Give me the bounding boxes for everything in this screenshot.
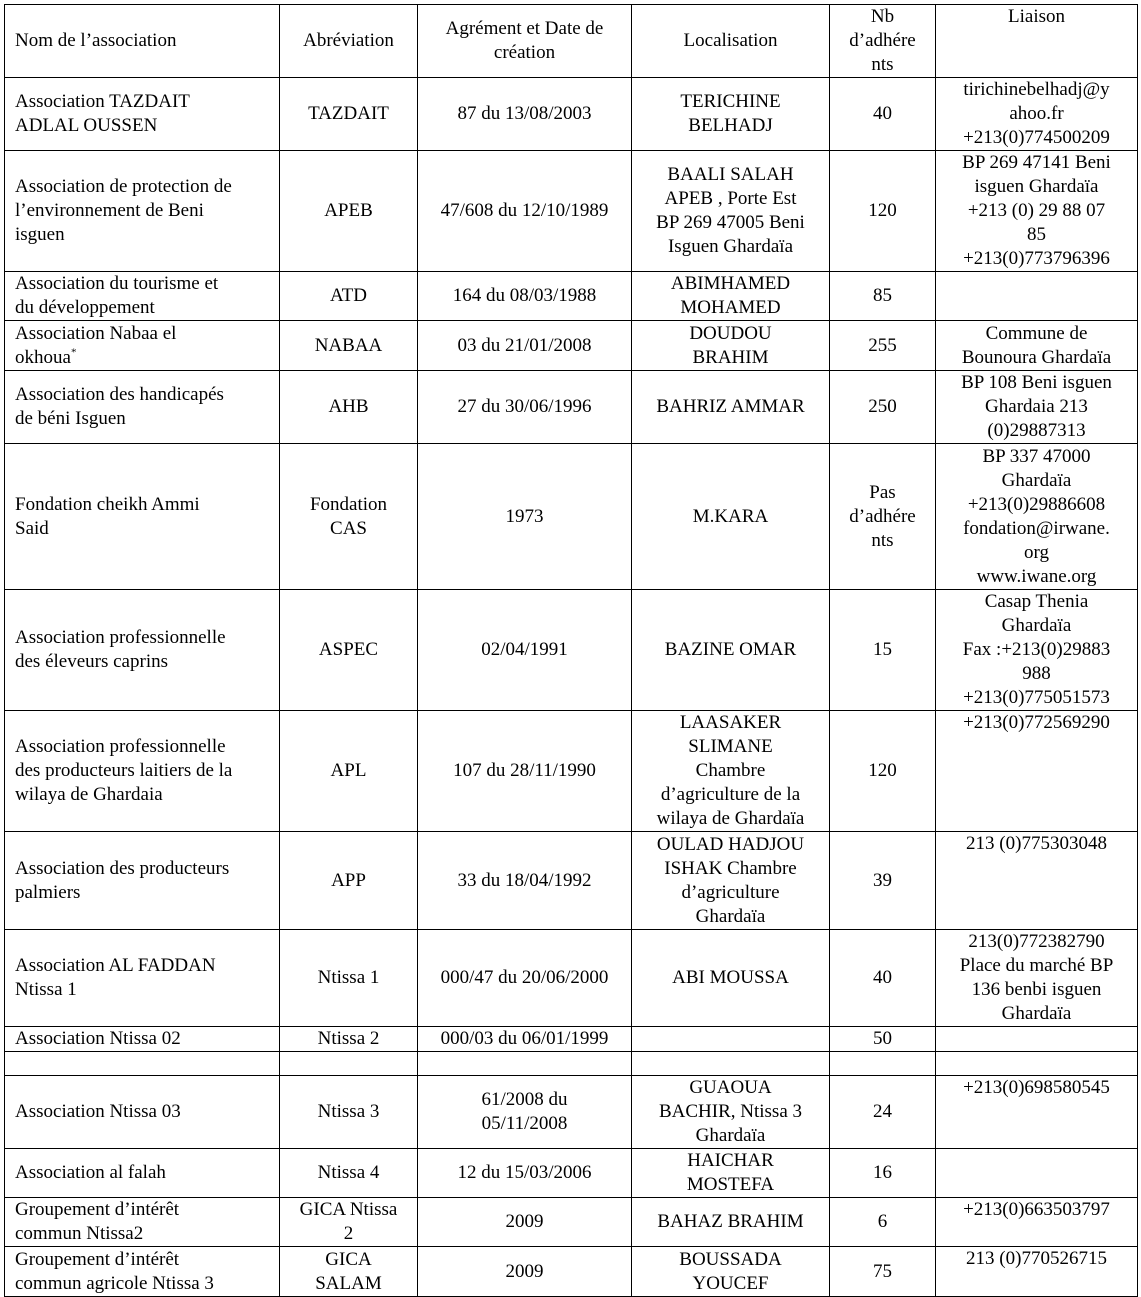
cell-localisation <box>632 1052 830 1076</box>
cell-name: Association TAZDAIT ADLAL OUSSEN <box>5 78 280 151</box>
cell-adherents: 250 <box>830 371 936 444</box>
cell-liaison: BP 108 Beni isguen Ghardaia 213 (0)29887313 <box>936 371 1138 444</box>
table-row <box>5 371 1138 444</box>
cell-abbr: NABAA <box>280 321 418 371</box>
cell-liaison: Casap Thenia Ghardaïa Fax :+213(0)29883 988 +213(0)775051573 <box>936 590 1138 711</box>
table-row <box>5 832 1138 930</box>
cell-adherents: 6 <box>830 1198 936 1247</box>
cell-agrement: 1973 <box>418 444 632 590</box>
cell-name: Association Nabaa el okhoua* <box>5 321 280 371</box>
cell-agrement: 02/04/1991 <box>418 590 632 711</box>
cell-agrement: 000/47 du 20/06/2000 <box>418 930 632 1027</box>
cell-name: Association professionnelle des éleveurs caprins <box>5 590 280 711</box>
cell-name: Association Ntissa 03 <box>5 1076 280 1149</box>
cell-name: Association AL FADDAN Ntissa 1 <box>5 930 280 1027</box>
associations-table-container <box>4 4 1137 1297</box>
cell-localisation: TERICHINE BELHADJ <box>632 78 830 151</box>
cell-adherents: 39 <box>830 832 936 930</box>
table-row <box>5 78 1138 151</box>
cell-adherents: 50 <box>830 1027 936 1052</box>
cell-localisation <box>632 1027 830 1052</box>
cell-adherents: 75 <box>830 1247 936 1297</box>
cell-liaison: 213 (0)775303048 <box>936 832 1138 930</box>
cell-adherents: 40 <box>830 930 936 1027</box>
cell-name: Association professionnelle des producteurs laitiers de la wilaya de Ghardaia <box>5 711 280 832</box>
cell-agrement: 47/608 du 12/10/1989 <box>418 151 632 272</box>
cell-adherents: Pas d’adhére nts <box>830 444 936 590</box>
cell-localisation: ABI MOUSSA <box>632 930 830 1027</box>
table-row <box>5 444 1138 590</box>
table-row <box>5 321 1138 371</box>
cell-liaison: +213(0)698580545 <box>936 1076 1138 1149</box>
cell-abbr: Ntissa 2 <box>280 1027 418 1052</box>
table-row <box>5 1247 1138 1297</box>
header-adherents: Nb d’adhére nts <box>830 5 936 78</box>
cell-name: Association de protection de l’environnement de Beni isguen <box>5 151 280 272</box>
cell-liaison: 213 (0)770526715 <box>936 1247 1138 1297</box>
header-row <box>5 5 1138 78</box>
cell-name: Groupement d’intérêt commun Ntissa2 <box>5 1198 280 1247</box>
cell-localisation: BAHRIZ AMMAR <box>632 371 830 444</box>
cell-abbr: GICA Ntissa 2 <box>280 1198 418 1247</box>
cell-adherents: 40 <box>830 78 936 151</box>
cell-abbr <box>280 1052 418 1076</box>
table-row <box>5 930 1138 1027</box>
cell-agrement: 03 du 21/01/2008 <box>418 321 632 371</box>
cell-abbr: APL <box>280 711 418 832</box>
cell-liaison: tirichinebelhadj@y ahoo.fr +213(0)774500209 <box>936 78 1138 151</box>
cell-adherents: 255 <box>830 321 936 371</box>
cell-name: Association du tourisme et du développement <box>5 272 280 321</box>
cell-localisation: HAICHAR MOSTEFA <box>632 1149 830 1198</box>
cell-name: Association al falah <box>5 1149 280 1198</box>
cell-adherents: 24 <box>830 1076 936 1149</box>
table-row <box>5 1149 1138 1198</box>
cell-agrement: 87 du 13/08/2003 <box>418 78 632 151</box>
cell-agrement: 12 du 15/03/2006 <box>418 1149 632 1198</box>
table-row <box>5 590 1138 711</box>
cell-liaison: BP 337 47000 Ghardaïa +213(0)29886608 fondation@irwane. org www.iwane.org <box>936 444 1138 590</box>
cell-agrement: 2009 <box>418 1247 632 1297</box>
cell-agrement: 27 du 30/06/1996 <box>418 371 632 444</box>
header-liaison: Liaison <box>936 5 1138 78</box>
cell-agrement: 2009 <box>418 1198 632 1247</box>
cell-abbr: AHB <box>280 371 418 444</box>
cell-name: Groupement d’intérêt commun agricole Ntissa 3 <box>5 1247 280 1297</box>
cell-abbr: TAZDAIT <box>280 78 418 151</box>
cell-abbr: APEB <box>280 151 418 272</box>
cell-localisation: BOUSSADA YOUCEF <box>632 1247 830 1297</box>
cell-agrement: 164 du 08/03/1988 <box>418 272 632 321</box>
cell-name: Association Ntissa 02 <box>5 1027 280 1052</box>
table-row <box>5 1027 1138 1052</box>
cell-liaison <box>936 1027 1138 1052</box>
cell-name: Fondation cheikh Ammi Said <box>5 444 280 590</box>
header-agrement: Agrément et Date de création <box>418 5 632 78</box>
associations-table <box>4 4 1138 1297</box>
cell-abbr: ATD <box>280 272 418 321</box>
footnote-marker: * <box>70 346 77 359</box>
cell-adherents: 85 <box>830 272 936 321</box>
cell-localisation: BAHAZ BRAHIM <box>632 1198 830 1247</box>
cell-abbr: Ntissa 3 <box>280 1076 418 1149</box>
cell-abbr: APP <box>280 832 418 930</box>
cell-name: Association des handicapés de béni Isguen <box>5 371 280 444</box>
cell-agrement: 000/03 du 06/01/1999 <box>418 1027 632 1052</box>
table-row <box>5 151 1138 272</box>
cell-abbr: Fondation CAS <box>280 444 418 590</box>
cell-name: Association des producteurs palmiers <box>5 832 280 930</box>
cell-liaison <box>936 1149 1138 1198</box>
table-row <box>5 711 1138 832</box>
cell-adherents: 120 <box>830 711 936 832</box>
header-abbr: Abréviation <box>280 5 418 78</box>
cell-localisation: ABIMHAMED MOHAMED <box>632 272 830 321</box>
cell-localisation: BAALI SALAH APEB , Porte Est BP 269 47005 Beni Isguen Ghardaïa <box>632 151 830 272</box>
cell-adherents <box>830 1052 936 1076</box>
cell-agrement: 33 du 18/04/1992 <box>418 832 632 930</box>
cell-agrement <box>418 1052 632 1076</box>
table-row <box>5 1198 1138 1247</box>
cell-adherents: 16 <box>830 1149 936 1198</box>
cell-liaison: BP 269 47141 Beni isguen Ghardaïa +213 (0) 29 88 07 85 +213(0)773796396 <box>936 151 1138 272</box>
table-row <box>5 272 1138 321</box>
cell-liaison <box>936 272 1138 321</box>
cell-localisation: M.KARA <box>632 444 830 590</box>
cell-abbr: ASPEC <box>280 590 418 711</box>
cell-localisation: GUAOUA BACHIR, Ntissa 3 Ghardaïa <box>632 1076 830 1149</box>
table-row <box>5 1076 1138 1149</box>
header-name: Nom de l’association <box>5 5 280 78</box>
cell-localisation: DOUDOU BRAHIM <box>632 321 830 371</box>
cell-liaison: 213(0)772382790 Place du marché BP 136 benbi isguen Ghardaïa <box>936 930 1138 1027</box>
cell-agrement: 107 du 28/11/1990 <box>418 711 632 832</box>
cell-name <box>5 1052 280 1076</box>
cell-localisation: LAASAKER SLIMANE Chambre d’agriculture de la wilaya de Ghardaïa <box>632 711 830 832</box>
cell-liaison: +213(0)663503797 <box>936 1198 1138 1247</box>
cell-liaison <box>936 1052 1138 1076</box>
cell-agrement: 61/2008 du 05/11/2008 <box>418 1076 632 1149</box>
table-row <box>5 1052 1138 1076</box>
cell-abbr: Ntissa 4 <box>280 1149 418 1198</box>
cell-liaison: Commune de Bounoura Ghardaïa <box>936 321 1138 371</box>
header-localisation: Localisation <box>632 5 830 78</box>
cell-localisation: OULAD HADJOU ISHAK Chambre d’agriculture Ghardaïa <box>632 832 830 930</box>
cell-liaison: +213(0)772569290 <box>936 711 1138 832</box>
cell-adherents: 120 <box>830 151 936 272</box>
cell-abbr: Ntissa 1 <box>280 930 418 1027</box>
cell-localisation: BAZINE OMAR <box>632 590 830 711</box>
cell-adherents: 15 <box>830 590 936 711</box>
cell-abbr: GICA SALAM <box>280 1247 418 1297</box>
